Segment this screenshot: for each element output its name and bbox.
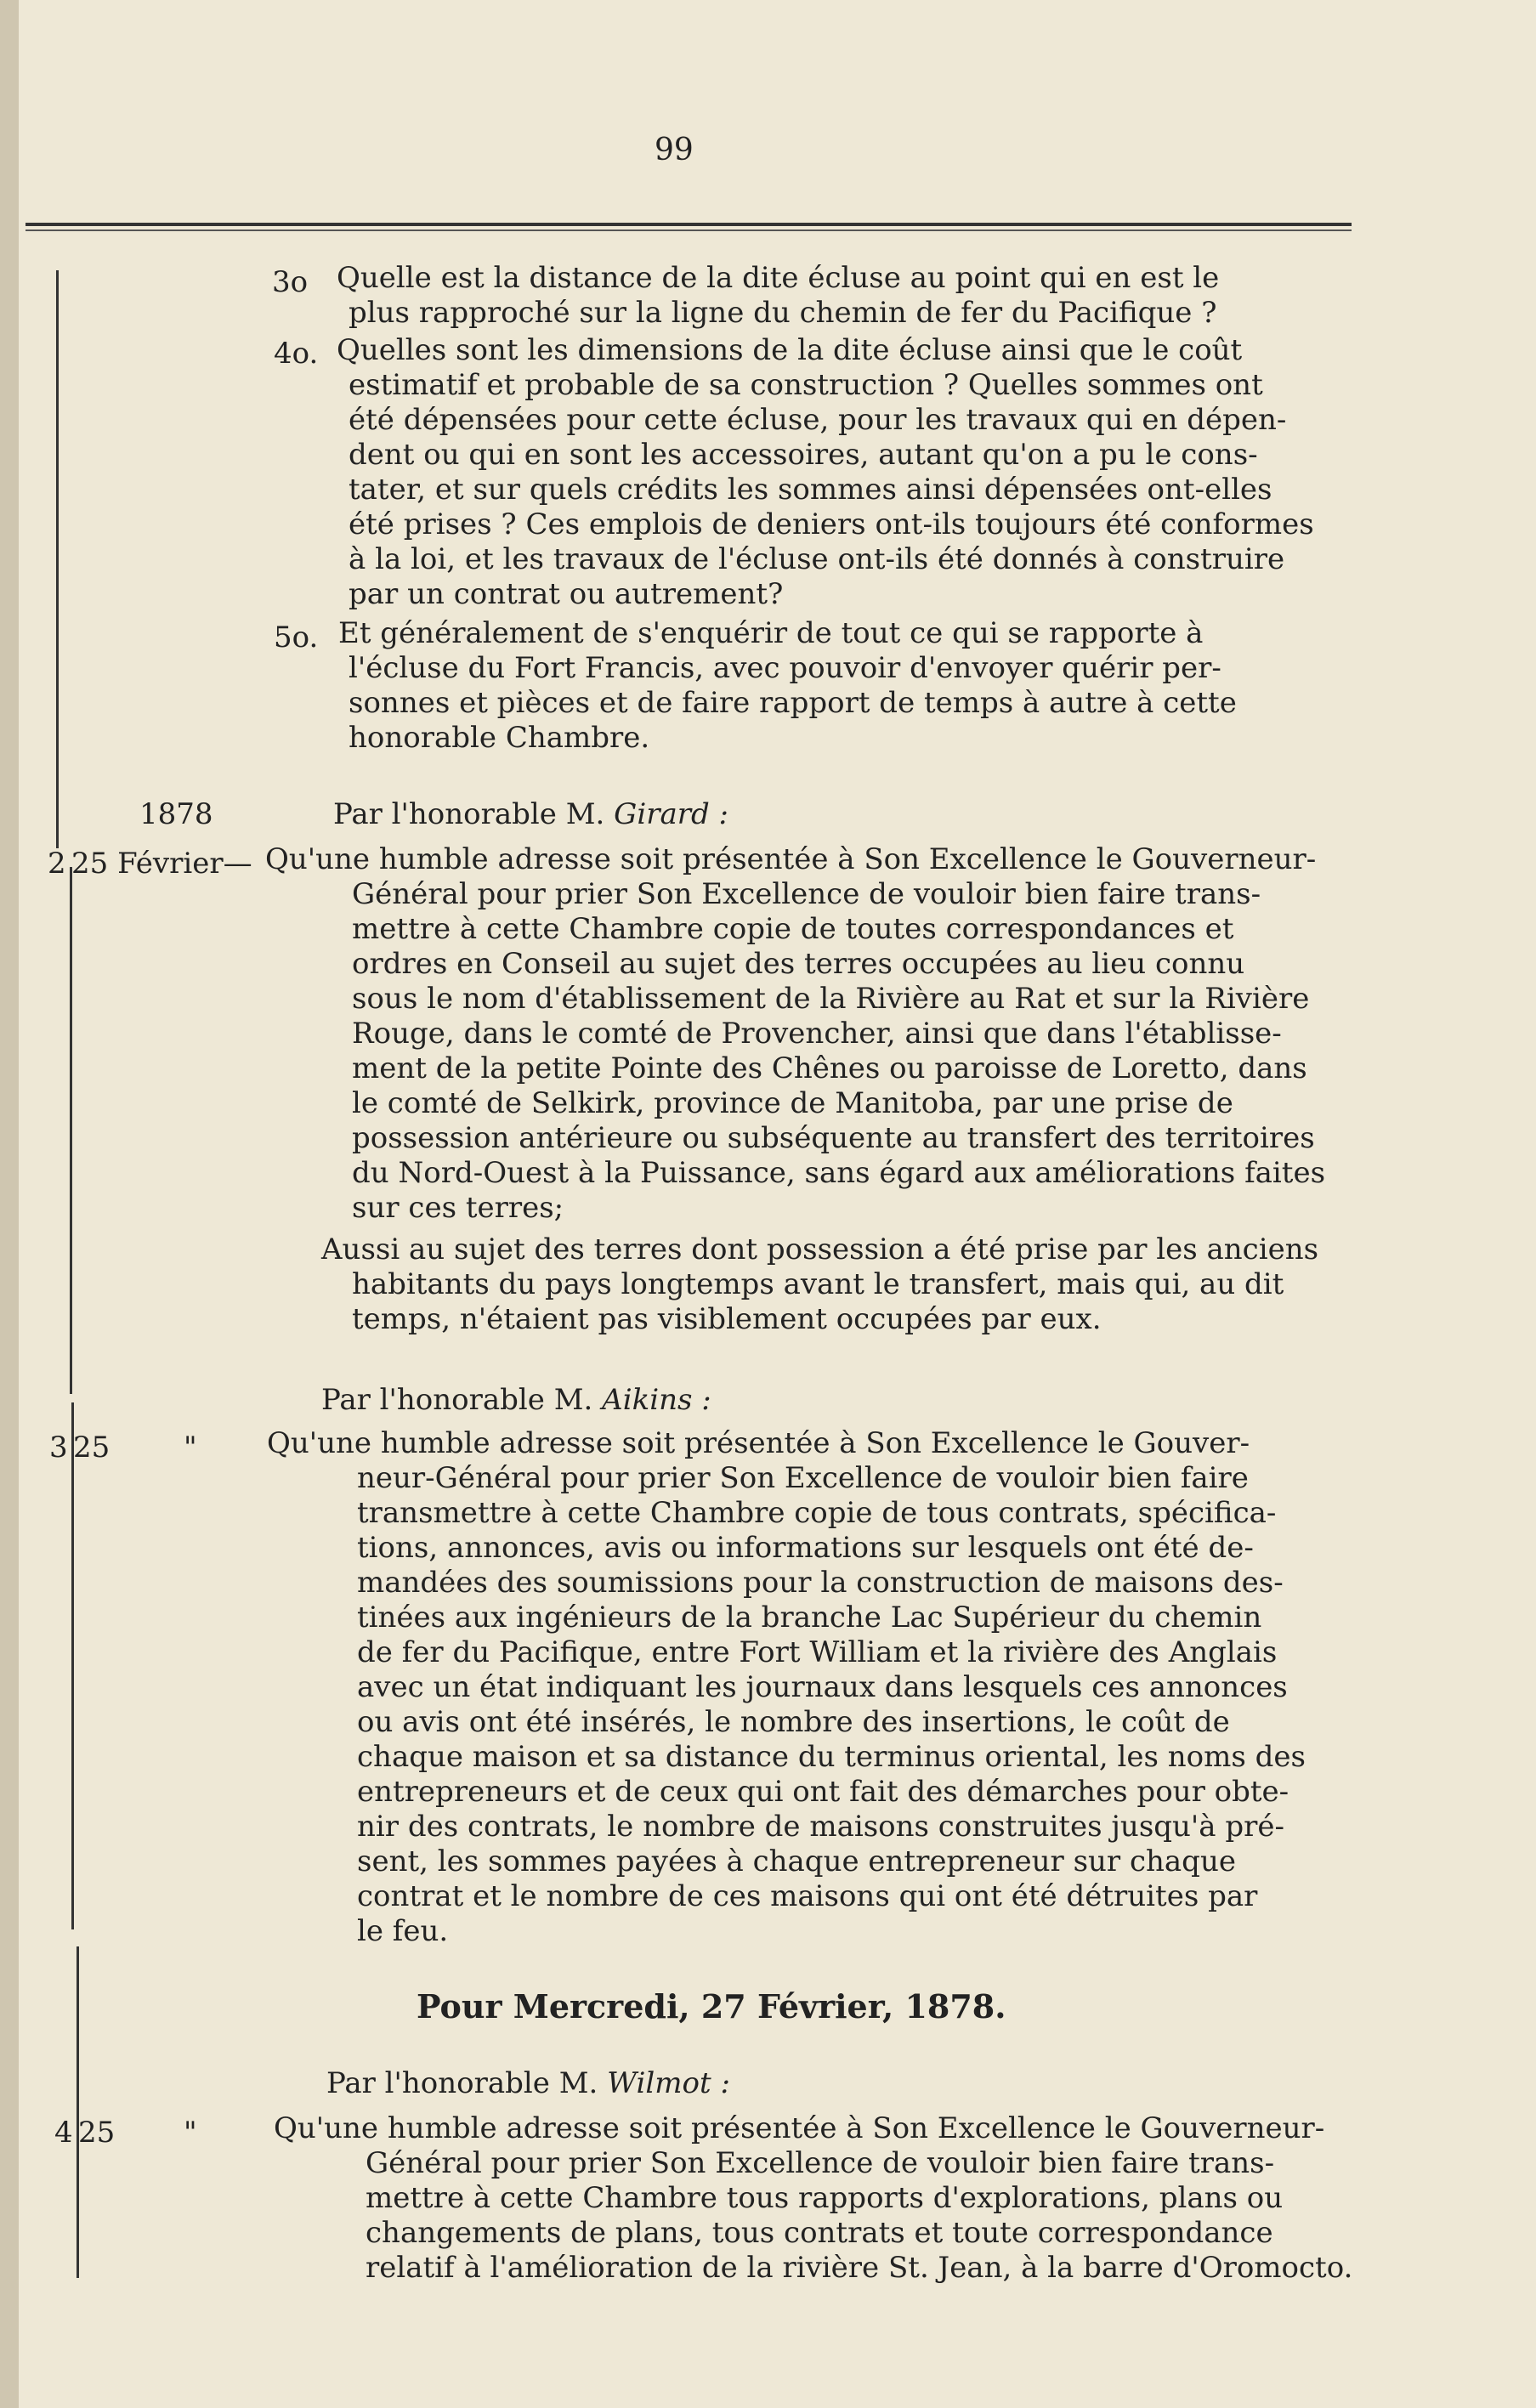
motion-line: relatif à l'amélioration de la rivière St. Jean, à la barre d'Oromocto. [366,2251,1353,2285]
question-line: plus rapproché sur la ligne du chemin de fer du Pacifique ? [349,296,1217,330]
question-line: Quelles sont les dimensions de la dite écluse ainsi que le coût [337,333,1243,367]
motion-line: Qu'une humble adresse soit présentée à Son Excellence le Gouver- [267,1426,1250,1460]
motion-line: tinées aux ingénieurs de la branche Lac Supérieur du chemin [357,1601,1262,1635]
motion-line: ou avis ont été insérés, le nombre des insertions, le coût de [357,1705,1230,1739]
motion-number: 4 [54,2116,73,2150]
motion-line: chaque maison et sa distance du terminus oriental, les noms des [357,1740,1306,1774]
question-line: l'écluse du Fort Francis, avec pouvoir d'envoyer quérir per- [349,651,1221,685]
motion-line: contrat et le nombre de ces maisons qui ont été détruites par [357,1879,1258,1913]
question-number: 5o. [274,620,319,654]
motion-line: habitants du pays longtemps avant le transfert, mais qui, au dit [352,1267,1284,1301]
ditto-mark: " [184,1431,197,1465]
byline-name: Wilmot : [607,2066,730,2100]
question-number: 3o [272,265,309,299]
question-line: estimatif et probable de sa construction ? Quelles sommes ont [349,368,1263,402]
question-number: 4o. [274,337,319,371]
margin-line [77,1946,79,2278]
question-line: à la loi, et les travaux de l'écluse ont-ils été donnés à construire [349,542,1285,576]
motion-number: 3 [49,1431,68,1465]
question-line: Quelle est la distance de la dite écluse au point qui en est le [337,261,1220,295]
motion-line: sous le nom d'établissement de la Rivière au Rat et sur la Rivière [352,982,1310,1016]
page-binding-edge [0,0,19,2408]
question-line: été dépensées pour cette écluse, pour les travaux qui en dépen- [349,403,1287,437]
motion-line: transmettre à cette Chambre copie de tous contrats, spécifica- [357,1496,1277,1530]
ditto-mark: " [184,2116,197,2150]
motion-line: mettre à cette Chambre tous rapports d'explorations, plans ou [366,2181,1284,2215]
section-heading: Pour Mercredi, 27 Février, 1878. [417,1987,1006,2026]
question-line: par un contrat ou autrement? [349,577,784,611]
motion-number: 2 [48,847,66,881]
motion-line: Qu'une humble adresse soit présentée à Son Excellence le Gouverneur- [274,2111,1325,2145]
motion-line: temps, n'étaient pas visiblement occupées par eux. [352,1302,1102,1336]
motion-line: le comté de Selkirk, province de Manitoba, par une prise de [352,1086,1233,1120]
motion-line: mettre à cette Chambre copie de toutes correspondances et [352,912,1234,946]
motion-line: ment de la petite Pointe des Chênes ou paroisse de Loretto, dans [352,1051,1307,1085]
motion-line: Rouge, dans le comté de Provencher, ainsi que dans l'établisse- [352,1017,1282,1051]
motion-line: du Nord-Ouest à la Puissance, sans égard aux améliorations faites [352,1156,1326,1190]
motion-line: entrepreneurs et de ceux qui ont fait des démarches pour obte- [357,1775,1289,1809]
motion-line: Général pour prier Son Excellence de vouloir bien faire trans- [352,877,1261,911]
question-line: tater, et sur quels crédits les sommes ainsi dépensées ont-elles [349,473,1272,507]
byline [321,1383,711,1417]
motion-line: avec un état indiquant les journaux dans lesquels ces annonces [357,1670,1288,1704]
motion-line: tions, annonces, avis ou informations sur lesquels ont été de- [357,1531,1254,1565]
motion-line: Général pour prier Son Excellence de vouloir bien faire trans- [366,2146,1275,2180]
byline [326,2066,730,2100]
question-line: sonnes et pièces et de faire rapport de temps à autre à cette [349,686,1237,720]
motion-line: Qu'une humble adresse soit présentée à Son Excellence le Gouverneur- [265,842,1317,876]
motion-line: le feu. [357,1914,449,1948]
margin-line [56,270,59,848]
motion-line: mandées des soumissions pour la construction de maisons des- [357,1566,1284,1600]
motion-line: possession antérieure ou subséquente au transfert des territoires [352,1121,1315,1155]
byline-name: Aikins : [602,1383,711,1417]
year: 1878 [139,797,213,831]
byline-name: Girard : [614,797,729,831]
motion-line: Aussi au sujet des terres dont possession a été prise par les anciens [321,1232,1319,1266]
page-number: 99 [655,133,694,167]
header-rule-thin [26,229,1352,231]
motion-line: sur ces terres; [352,1191,564,1225]
margin-line [70,867,72,1394]
question-line: Et généralement de s'enquérir de tout ce qui se rapporte à [338,616,1204,650]
byline [333,797,728,831]
byline-prefix: Par l'honorable M. [333,797,605,831]
motion-line: neur-Général pour prier Son Excellence de vouloir bien faire [357,1461,1249,1495]
motion-line: sent, les sommes payées à chaque entrepreneur sur chaque [357,1844,1236,1878]
byline-prefix: Par l'honorable M. [321,1383,593,1417]
motion-line: ordres en Conseil au sujet des terres occupées au lieu connu [352,947,1245,981]
question-line: honorable Chambre. [349,721,650,755]
byline-prefix: Par l'honorable M. [326,2066,598,2100]
question-line: été prises ? Ces emplois de deniers ont-ils toujours été conformes [349,507,1314,541]
margin-line [71,1402,74,1929]
header-rule [26,223,1352,226]
motion-date: 25 Février— [71,847,252,881]
motion-line: nir des contrats, le nombre de maisons construites jusqu'à pré- [357,1810,1284,1844]
motion-line: de fer du Pacifique, entre Fort William et la rivière des Anglais [357,1635,1278,1669]
motion-date: 25 [78,2116,116,2150]
question-line: dent ou qui en sont les accessoires, autant qu'on a pu le cons- [349,438,1258,472]
motion-line: changements de plans, tous contrats et toute correspondance [366,2216,1273,2250]
motion-date: 25 [73,1431,111,1465]
